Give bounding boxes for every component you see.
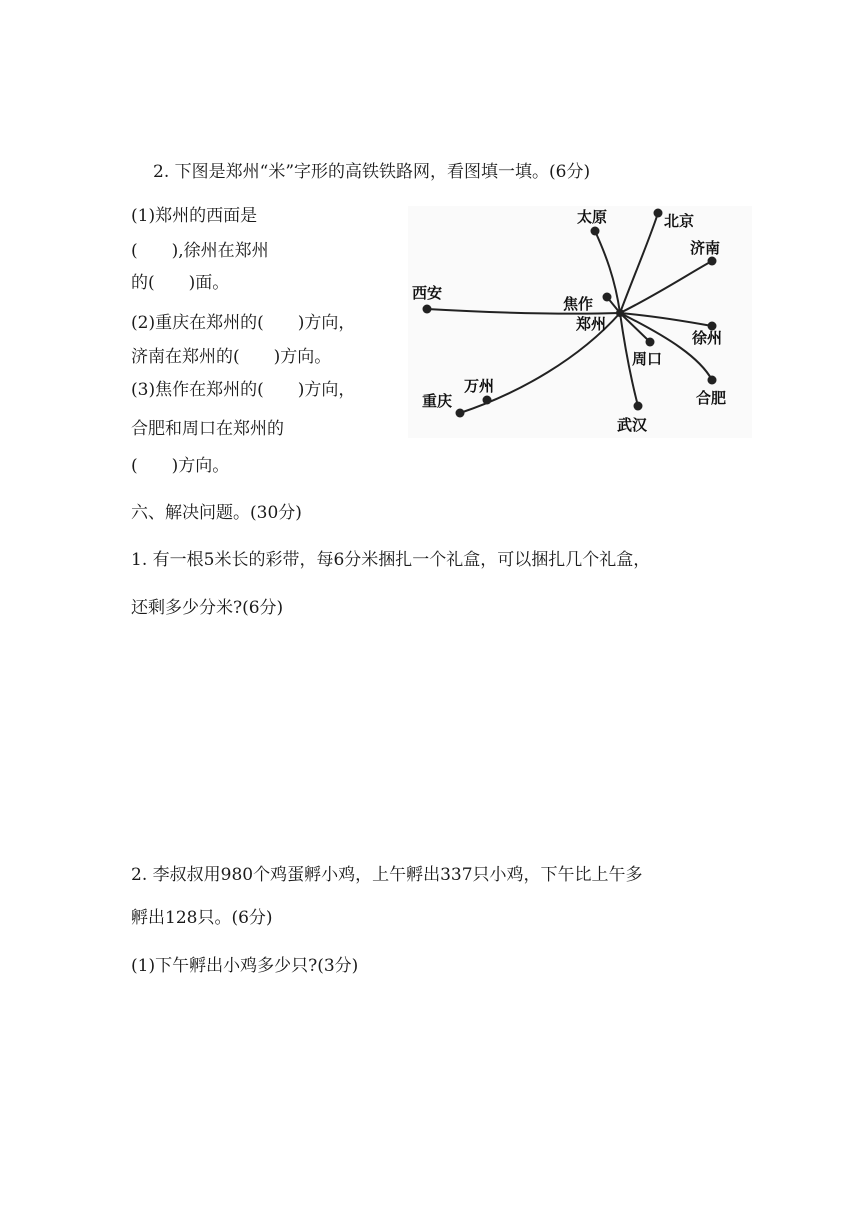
city-label-jinan: 济南 [690,239,721,257]
question-2-title: 2. 下图是郑州“米”字形的高铁铁路网，看图填一填。(6分) [153,162,591,182]
city-label-zhoukou: 周口 [632,350,663,368]
city-dot-zhoukou [646,338,655,347]
q2-part2-line2: 济南在郑州的( )方向。 [131,347,332,367]
city-dot-chongqing [456,409,465,418]
city-label-chongqing: 重庆 [422,392,453,410]
problem-2-line2: 孵出128只。(6分) [131,908,273,928]
problem-1-line2: 还剩多少分米?(6分) [131,598,284,618]
city-label-xuzhou: 徐州 [692,329,723,347]
city-dot-wanzhou [483,396,492,405]
city-label-hefei: 合肥 [696,389,727,407]
city-label-xian: 西安 [412,284,443,302]
city-dot-jinan [708,257,717,266]
problem-2-line1: 2. 李叔叔用980个鸡蛋孵小鸡，上午孵出337只小鸡，下午比上午多 [131,865,643,885]
city-label-zhengzhou: 郑州 [576,315,607,333]
city-label-jiaozuo: 焦作 [563,295,594,313]
city-dot-hefei [708,376,717,385]
q2-part3-line3: ( )方向。 [131,456,230,476]
q2-part1-line1: (1)郑州的西面是 [131,206,258,226]
q2-part3-line2: 合肥和周口在郑州的 [131,419,284,439]
city-dot-taiyuan [591,227,600,236]
city-dot-beijing [654,209,663,218]
city-dot-zhengzhou [616,309,624,317]
problem-1-line1: 1. 有一根5米长的彩带，每6分米捆扎一个礼盒，可以捆扎几个礼盒， [131,550,651,570]
problem-2-subquestion-1: (1)下午孵出小鸡多少只?(3分) [131,956,359,976]
city-label-wanzhou: 万州 [464,377,495,395]
city-label-wuhan: 武汉 [617,416,648,434]
q2-part3-line1: (3)焦作在郑州的( )方向， [131,380,356,400]
railway-map [400,198,760,448]
section-6-heading: 六、解决问题。(30分) [131,503,302,523]
q2-part1-line3: 的( )面。 [131,273,230,293]
city-label-beijing: 北京 [664,212,695,230]
city-dot-jiaozuo [603,293,612,302]
city-dot-wuhan [634,402,643,411]
city-dot-xian [423,305,432,314]
q2-part2-line1: (2)重庆在郑州的( )方向， [131,313,356,333]
railway-map-diagram [400,198,760,448]
city-label-taiyuan: 太原 [577,208,608,226]
q2-part1-line2: ( ),徐州在郑州 [131,241,269,261]
